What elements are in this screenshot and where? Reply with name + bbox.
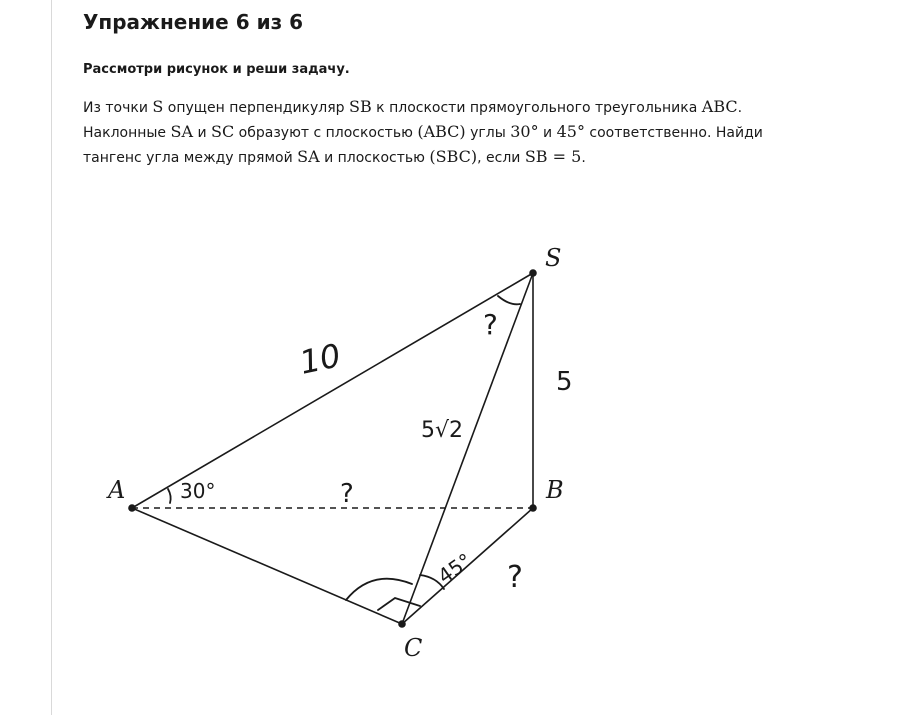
point-a: [128, 504, 136, 512]
text-part: . Наклонные: [83, 100, 743, 141]
figure-edges: [132, 273, 533, 624]
annotation-sa-10: 10: [296, 336, 345, 382]
label-a: A: [108, 476, 126, 504]
math-plane-abc: (ABC): [417, 122, 466, 141]
text-part: и: [538, 125, 557, 141]
text-part: к плоскости прямоугольного треугольника: [371, 100, 702, 116]
annotation-sb-5: 5: [556, 367, 573, 397]
text-part: и плоскостью: [319, 150, 430, 166]
point-b: [529, 504, 537, 512]
annotation-ab-question: ?: [340, 479, 354, 509]
text-part: Из точки: [83, 100, 153, 116]
math-s: S: [152, 97, 164, 116]
math-sa: SA: [297, 147, 320, 166]
annotation-bc-question: ?: [507, 560, 523, 595]
text-part: образуют с плоскостью: [234, 125, 418, 141]
annotation-angle-a-30: 30°: [180, 479, 216, 503]
angle-a-arc: [168, 489, 171, 503]
text-part: .: [581, 150, 586, 166]
point-c: [398, 620, 406, 628]
text-part: и: [193, 125, 212, 141]
text-part: соответственно. Найди тангенс угла между прямой: [83, 125, 763, 166]
text-part: , если: [477, 150, 525, 166]
vertex-points: [128, 269, 537, 628]
math-sc: SC: [211, 122, 235, 141]
math-sa: SA: [170, 122, 194, 141]
edge-ac: [132, 508, 402, 624]
annotation-angle-c-45: 45°: [433, 548, 477, 589]
math-plane-sbc: (SBC): [429, 147, 478, 166]
point-s: [529, 269, 537, 277]
right-angle-mark: [378, 598, 420, 610]
vertex-labels: [106, 244, 564, 662]
annotation-sc-5root2: 5√2: [421, 418, 464, 443]
text-part: опущен перпендикуляр: [163, 100, 350, 116]
label-c: C: [404, 634, 423, 662]
annotation-angle-s-question: ?: [483, 308, 498, 341]
math-angle-30: 30°: [510, 122, 539, 141]
label-s: S: [545, 244, 562, 272]
math-angle-45: 45°: [556, 122, 585, 141]
exercise-title: Упражнение 6 из 6: [83, 10, 304, 34]
math-sb: SB: [349, 97, 372, 116]
math-sb-equals: SB = 5: [524, 147, 582, 166]
handwritten-annotations: [180, 308, 573, 595]
math-abc: ABC: [701, 97, 738, 116]
angle-c-arc: [346, 579, 412, 600]
angle-s-arc: [498, 296, 520, 304]
label-b: B: [546, 476, 564, 504]
task-instruction: Рассмотри рисунок и реши задачу.: [83, 62, 350, 77]
text-part: углы: [465, 125, 511, 141]
edge-sa: [132, 273, 533, 508]
